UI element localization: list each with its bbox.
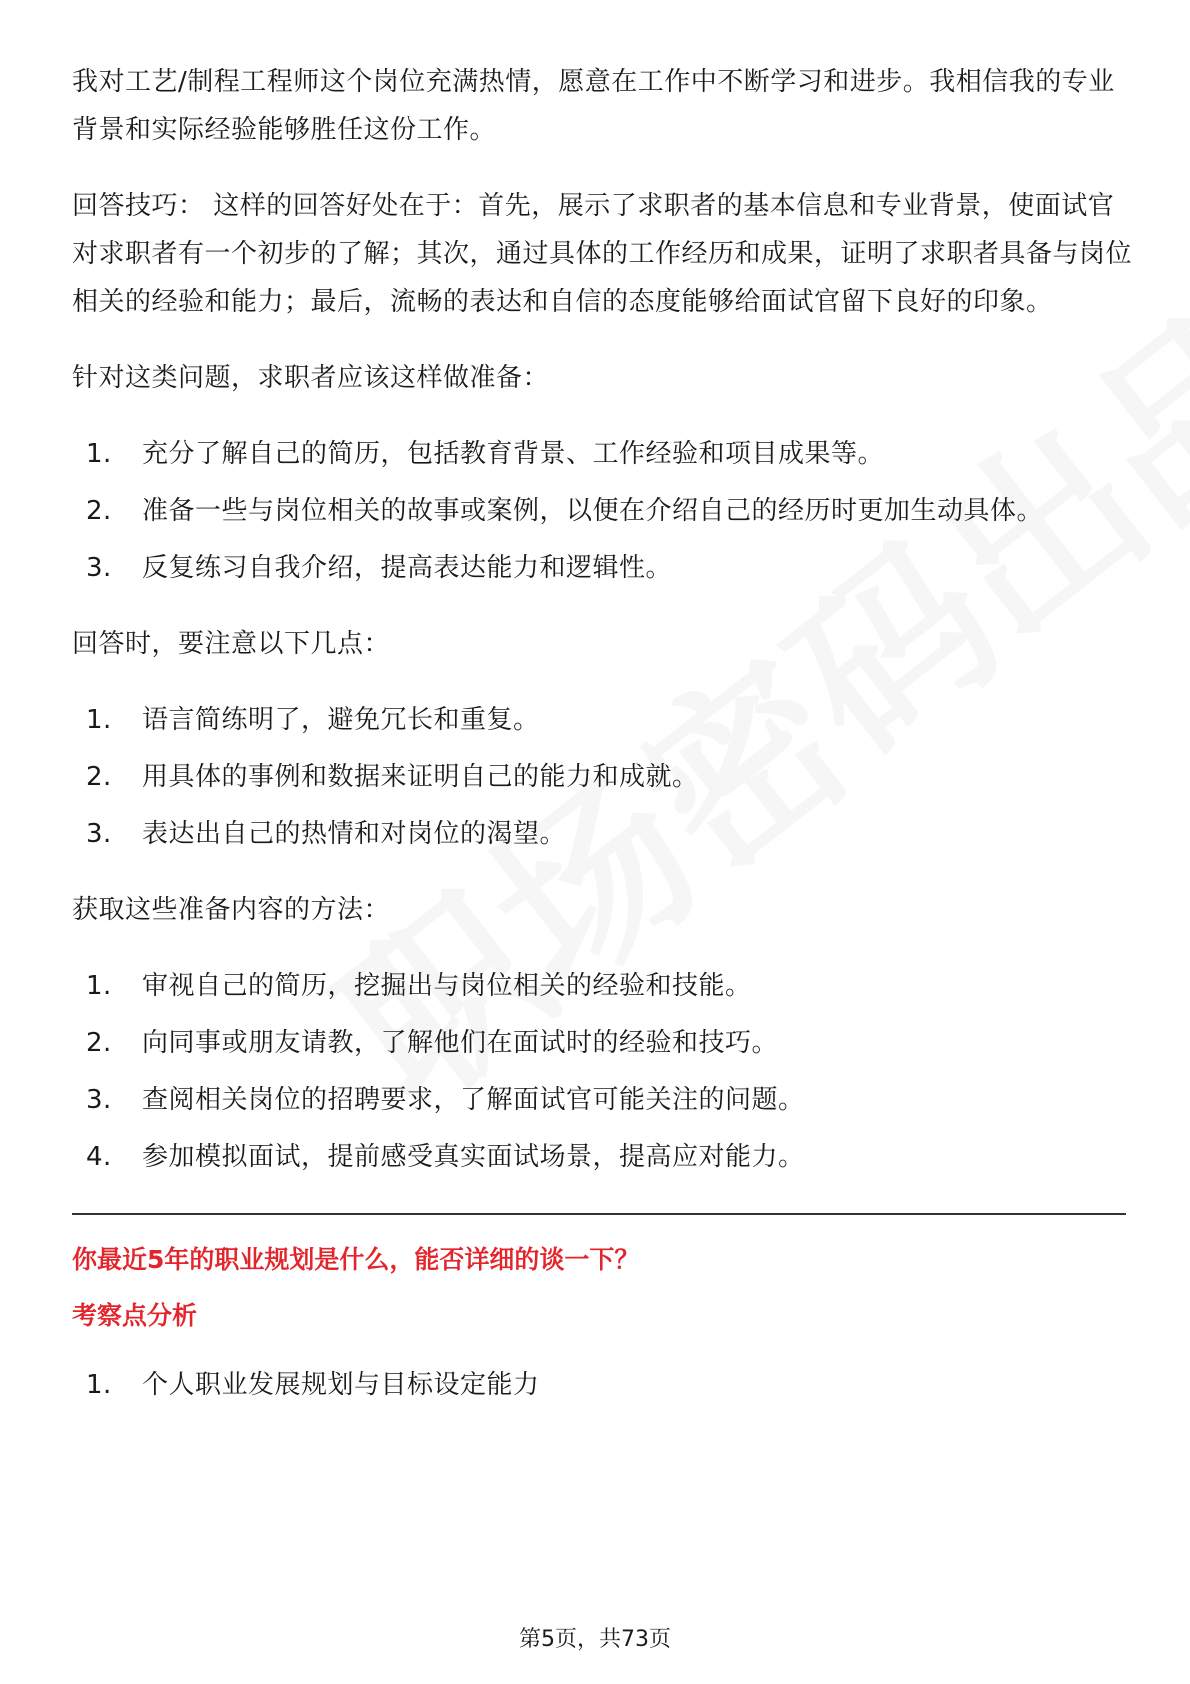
list-item: 3. 反复练习自我介绍，提高表达能力和逻辑性。 xyxy=(86,553,673,583)
list-item: 1. 充分了解自己的简历，包括教育背景、工作经验和项目成果等。 xyxy=(86,439,885,469)
list-item: 1. 语言简练明了，避免冗长和重复。 xyxy=(86,705,540,735)
prepare-list xyxy=(72,430,1132,592)
question-title: 你最近5年的职业规划是什么，能否详细的谈一下？ xyxy=(72,1245,640,1274)
list-item: 1. 审视自己的简历，挖掘出与岗位相关的经验和技能。 xyxy=(86,971,752,1001)
list-item: 2. 用具体的事例和数据来证明自己的能力和成就。 xyxy=(86,762,699,792)
methods-lead: 获取这些准备内容的方法： xyxy=(72,895,391,925)
list-item: 3. 表达出自己的热情和对岗位的渴望。 xyxy=(86,819,567,849)
intro-paragraph: 我对工艺/制程工程师这个岗位充满热情，愿意在工作中不断学习和进步。我相信我的专业背景和实际经验能够胜任这份工作。 xyxy=(72,67,1115,145)
page-content xyxy=(72,58,1132,1437)
notes-lead: 回答时，要注意以下几点： xyxy=(72,629,391,659)
analysis-list xyxy=(72,1361,1132,1409)
analysis-title: 考察点分析 xyxy=(72,1301,198,1330)
methods-list xyxy=(72,962,1132,1181)
notes-list xyxy=(72,696,1132,858)
list-item: 1. 个人职业发展规划与目标设定能力 xyxy=(86,1370,540,1400)
section-divider xyxy=(72,1213,1126,1215)
list-item: 3. 查阅相关岗位的招聘要求，了解面试官可能关注的问题。 xyxy=(86,1085,805,1115)
prepare-lead: 针对这类问题，求职者应该这样做准备： xyxy=(72,363,550,393)
list-item: 2. 向同事或朋友请教，了解他们在面试时的经验和技巧。 xyxy=(86,1028,779,1058)
tips-paragraph: 回答技巧： 这样的回答好处在于：首先，展示了求职者的基本信息和专业背景，使面试官对求职者有一个初步的了解；其次，通过具体的工作经历和成果，证明了求职者具备与岗位相关的经验和能力；最后，流畅的表达和自信的态度能够给面试官留下良好的印象。 xyxy=(72,191,1133,317)
page-number: 第5页，共73页 xyxy=(519,1627,671,1652)
list-item: 4. 参加模拟面试，提前感受真实面试场景，提高应对能力。 xyxy=(86,1142,805,1172)
list-item: 2. 准备一些与岗位相关的故事或案例，以便在介绍自己的经历时更加生动具体。 xyxy=(86,496,1044,526)
